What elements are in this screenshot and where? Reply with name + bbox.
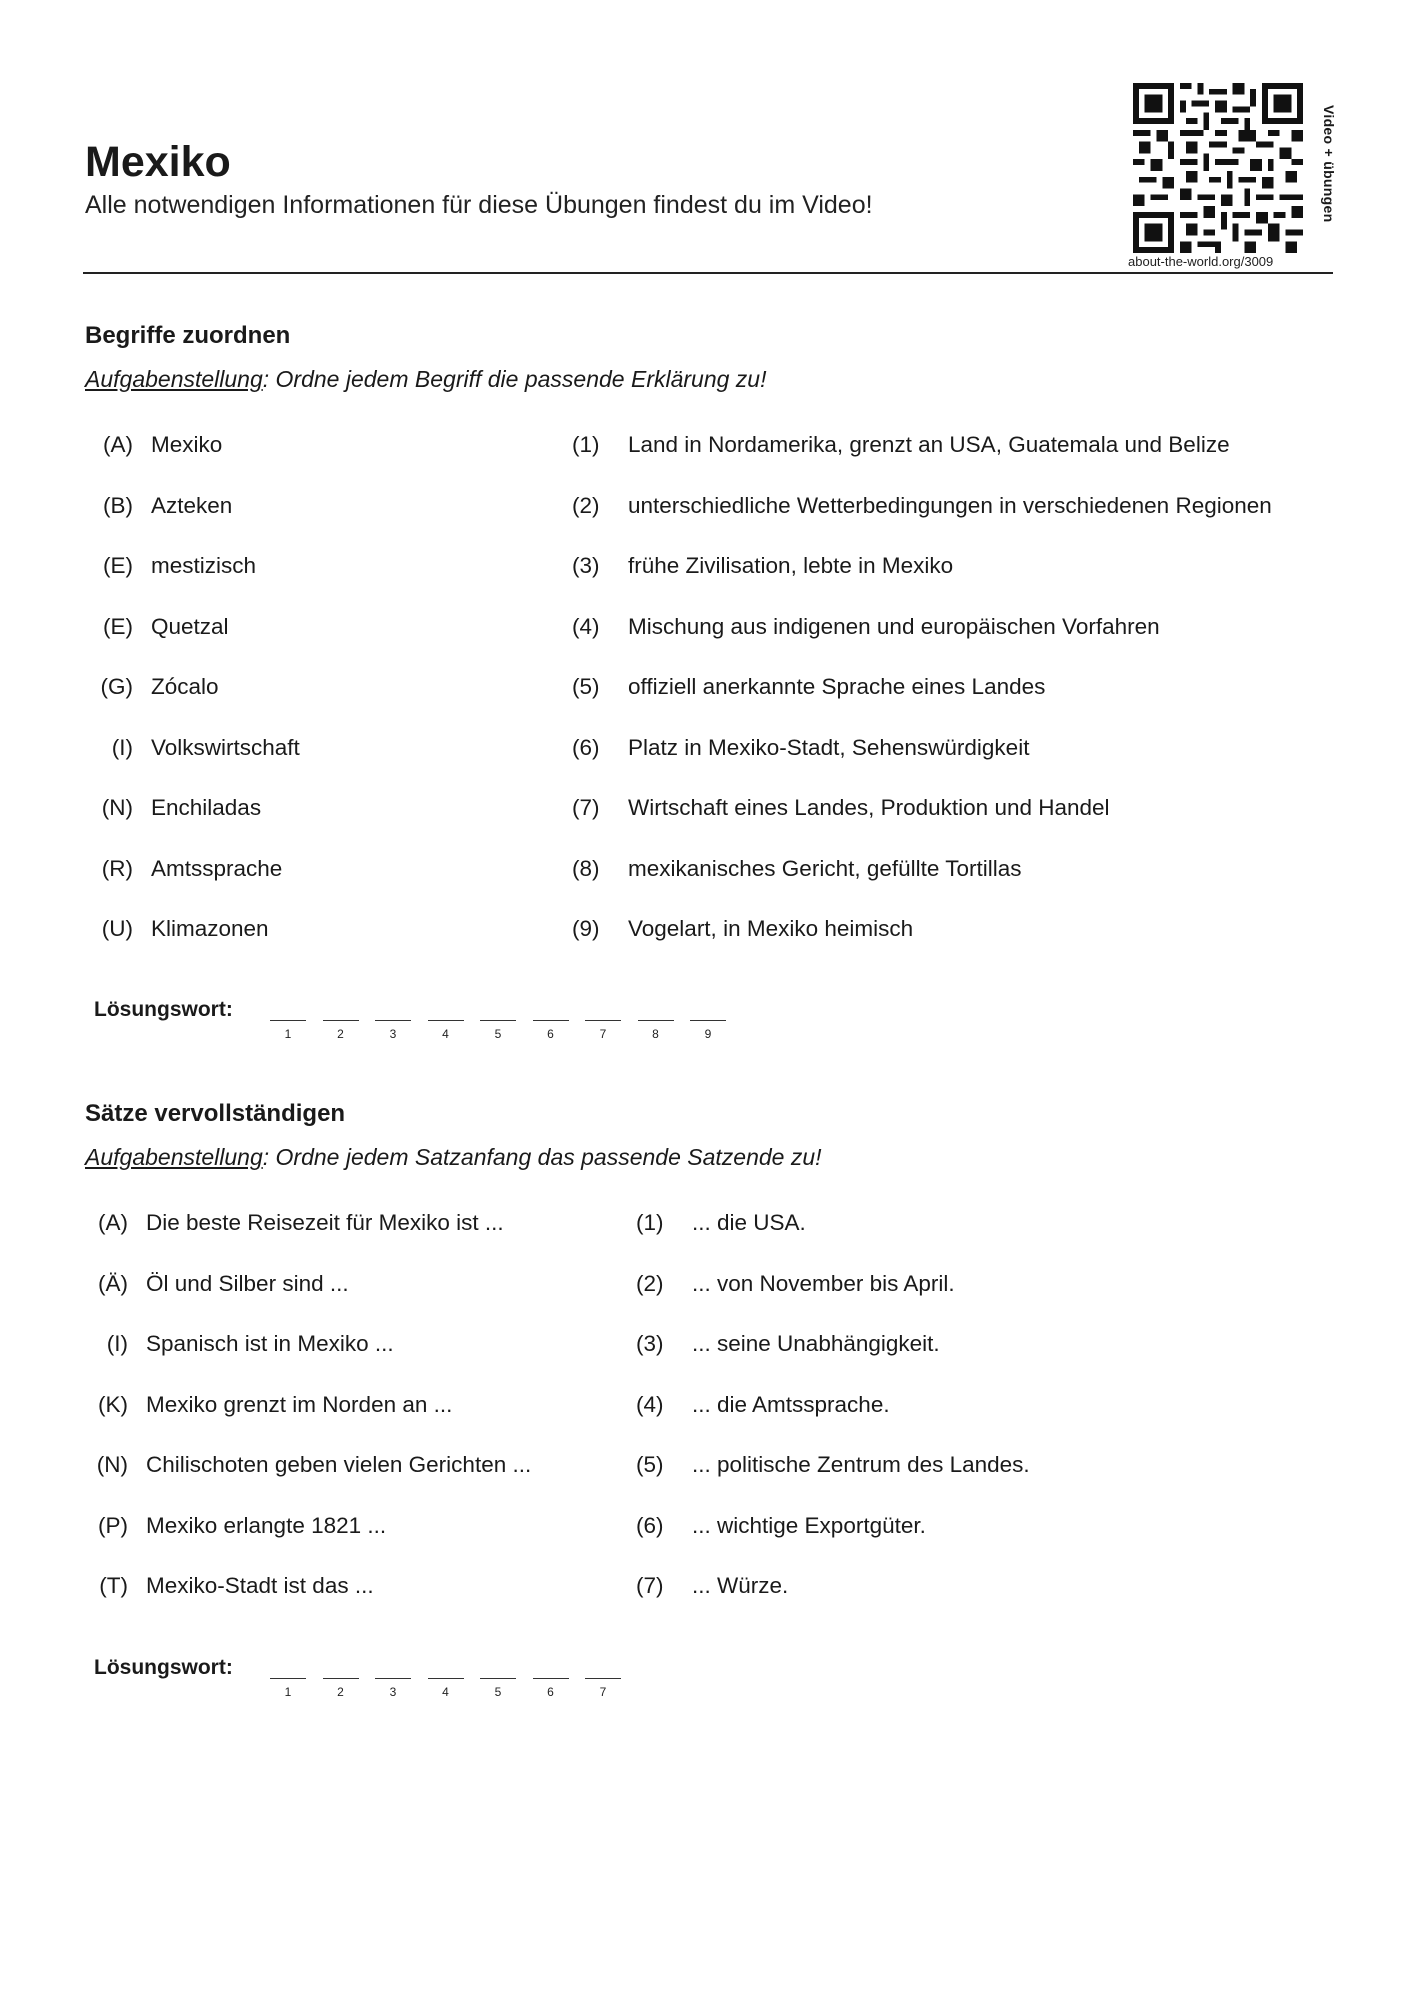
sentence-start-item-text: Chilischoten geben vielen Gerichten ... xyxy=(146,1452,532,1477)
definition-item-text: frühe Zivilisation, lebte in Mexiko xyxy=(628,553,954,578)
section2-solution-number: 3 xyxy=(389,1685,397,1699)
term-item-text: mestizisch xyxy=(151,553,257,578)
term-item xyxy=(85,553,256,579)
definition-item-marker: (9) xyxy=(572,916,600,941)
section1-title: Begriffe zuordnen xyxy=(85,322,291,349)
sentence-start-item-text: Die beste Reisezeit für Mexiko ist ... xyxy=(146,1210,504,1235)
section1-solution-blank[interactable] xyxy=(270,1020,306,1021)
section1-solution-number: 8 xyxy=(652,1027,659,1041)
sentence-ending-item-marker: (6) xyxy=(636,1512,664,1538)
section1-solution-label: Lösungswort: xyxy=(94,998,233,1021)
sentence-start-item-text: Spanisch ist in Mexiko ... xyxy=(146,1331,394,1356)
section2-solution-blank[interactable] xyxy=(428,1678,464,1679)
section1-solution-blank[interactable] xyxy=(585,1020,621,1021)
sentence-start-item xyxy=(85,1271,349,1297)
definition-item-marker: (5) xyxy=(572,674,600,699)
term-item-text: Volkswirtschaft xyxy=(151,734,300,760)
term-item-text: Mexiko xyxy=(151,432,223,457)
sentence-start-item-text: Mexiko erlangte 1821 ... xyxy=(146,1512,387,1538)
term-item-marker: (G) xyxy=(100,674,133,699)
term-item xyxy=(85,674,219,700)
sentence-ending-item-marker: (3) xyxy=(636,1331,664,1356)
section2-solution-number: 6 xyxy=(547,1685,554,1699)
section2-solution-blank[interactable] xyxy=(270,1678,306,1679)
sentence-start-item xyxy=(85,1331,394,1357)
section2-solution-number: 1 xyxy=(284,1685,292,1699)
sentence-start-item-marker: (K) xyxy=(98,1391,128,1417)
sentence-ending-item xyxy=(636,1392,890,1418)
term-item-text: Quetzal xyxy=(151,613,229,639)
definition-item-marker: (6) xyxy=(572,734,600,760)
definition-item xyxy=(572,553,953,579)
term-item-text: Klimazonen xyxy=(151,916,269,941)
sentence-start-item xyxy=(85,1210,504,1236)
instruction-text: : Ordne jedem Satzanfang das passende Satzende zu! xyxy=(262,1144,822,1170)
sentence-start-item-marker: (P) xyxy=(98,1512,128,1538)
sentence-start-item-marker: (I) xyxy=(106,1331,128,1356)
sentence-ending-item-text: ... die Amtssprache. xyxy=(692,1391,890,1417)
definition-item xyxy=(572,856,1022,882)
header-divider xyxy=(83,272,1333,274)
definition-item-marker: (4) xyxy=(572,613,600,639)
instruction-label: Aufgabenstellung xyxy=(85,1144,263,1170)
sentence-ending-item xyxy=(636,1271,955,1297)
definition-item-marker: (3) xyxy=(572,553,600,578)
section2-title: Sätze vervollständigen xyxy=(85,1100,346,1127)
definition-item-marker: (2) xyxy=(572,492,600,518)
sentence-ending-item xyxy=(636,1513,926,1539)
sentence-ending-item-text: ... von November bis April. xyxy=(692,1270,955,1296)
section1-solution-number: 5 xyxy=(494,1027,502,1041)
instruction-label: Aufgabenstellung xyxy=(85,366,263,392)
term-item-marker: (N) xyxy=(101,795,133,820)
sentence-start-item xyxy=(85,1392,452,1418)
term-item-marker: (E) xyxy=(103,553,133,578)
definition-item-marker: (7) xyxy=(572,795,600,820)
section1-solution-number: 1 xyxy=(284,1027,292,1041)
term-item-marker: (R) xyxy=(101,855,133,881)
section2-solution-blank[interactable] xyxy=(480,1678,516,1679)
term-item xyxy=(85,735,300,761)
definition-item xyxy=(572,916,913,942)
term-item-text: Enchiladas xyxy=(151,795,262,820)
term-item-text: Azteken xyxy=(151,492,233,518)
definition-item xyxy=(572,674,1045,700)
term-item-text: Amtssprache xyxy=(151,855,283,881)
term-item-marker: (U) xyxy=(101,916,133,941)
definition-item-text: Mischung aus indigenen und europäischen Vorfahren xyxy=(628,613,1160,639)
page-subtitle: Alle notwendigen Informationen für diese Übungen findest du im Video! xyxy=(85,191,873,219)
section1-solution-blank[interactable] xyxy=(480,1020,516,1021)
section1-solution-blank[interactable] xyxy=(428,1020,464,1021)
section2-solution-blank[interactable] xyxy=(375,1678,411,1679)
term-item-text: Zócalo xyxy=(151,674,219,699)
sentence-ending-item-marker: (4) xyxy=(636,1391,664,1417)
sentence-ending-item xyxy=(636,1210,806,1236)
sentence-start-item-marker: (A) xyxy=(98,1210,128,1235)
section1-solution-blank[interactable] xyxy=(638,1020,674,1021)
section1-solution-number: 6 xyxy=(547,1027,554,1041)
section1-solution-blank[interactable] xyxy=(375,1020,411,1021)
sentence-ending-item xyxy=(636,1331,940,1357)
sentence-ending-item xyxy=(636,1452,1030,1478)
sentence-start-item-marker: (T) xyxy=(99,1573,128,1598)
sentence-start-item xyxy=(85,1573,374,1599)
definition-item-marker: (8) xyxy=(572,855,600,881)
qr-side-label: Video + übungen xyxy=(1321,105,1337,223)
section2-solution-label: Lösungswort: xyxy=(94,1656,233,1679)
sentence-ending-item xyxy=(636,1573,788,1599)
term-item-marker: (B) xyxy=(103,492,133,518)
term-item-marker: (I) xyxy=(111,734,133,760)
section2-solution-blank[interactable] xyxy=(585,1678,621,1679)
sentence-start-item-text: Mexiko-Stadt ist das ... xyxy=(146,1573,374,1598)
section1-solution-number: 2 xyxy=(337,1027,344,1041)
page-title: Mexiko xyxy=(85,138,231,186)
definition-item xyxy=(572,735,1029,761)
instruction-text: : Ordne jedem Begriff die passende Erklärung zu! xyxy=(262,366,767,392)
term-item xyxy=(85,493,232,519)
section2-instruction xyxy=(85,1144,822,1171)
sentence-ending-item-marker: (2) xyxy=(636,1270,664,1296)
sentence-ending-item-text: ... Würze. xyxy=(692,1573,789,1598)
sentence-ending-item-marker: (5) xyxy=(636,1452,664,1477)
definition-item-marker: (1) xyxy=(572,432,600,457)
section1-solution-number: 7 xyxy=(599,1027,607,1041)
section1-solution-number: 3 xyxy=(389,1027,397,1041)
term-item xyxy=(85,795,261,821)
section2-solution-number: 2 xyxy=(337,1685,344,1699)
qr-url[interactable]: about-the-world.org/3009 xyxy=(1128,254,1274,269)
sentence-start-item-marker: (N) xyxy=(96,1452,128,1477)
definition-item-text: Land in Nordamerika, grenzt an USA, Guatemala und Belize xyxy=(628,432,1230,457)
sentence-ending-item-marker: (1) xyxy=(636,1210,664,1235)
qr-code-icon[interactable] xyxy=(1133,83,1303,253)
definition-item xyxy=(572,493,1272,519)
section1-solution-number: 9 xyxy=(704,1027,712,1041)
term-item-marker: (E) xyxy=(103,613,133,639)
definition-item-text: Platz in Mexiko-Stadt, Sehenswürdigkeit xyxy=(628,734,1030,760)
sentence-start-item-marker: (Ä) xyxy=(98,1270,128,1296)
sentence-ending-item-text: ... die USA. xyxy=(692,1210,806,1235)
sentence-ending-item-marker: (7) xyxy=(636,1573,664,1598)
sentence-ending-item-text: ... wichtige Exportgüter. xyxy=(692,1512,926,1538)
section2-solution-blank[interactable] xyxy=(323,1678,359,1679)
term-item xyxy=(85,432,222,458)
definition-item xyxy=(572,614,1160,640)
sentence-start-item xyxy=(85,1513,386,1539)
sentence-start-item-text: Mexiko grenzt im Norden an ... xyxy=(146,1391,453,1417)
section1-solution-number: 4 xyxy=(442,1027,449,1041)
section2-solution-blank[interactable] xyxy=(533,1678,569,1679)
definition-item-text: Vogelart, in Mexiko heimisch xyxy=(628,916,914,941)
sentence-start-item xyxy=(85,1452,531,1478)
term-item xyxy=(85,856,282,882)
section2-solution-number: 7 xyxy=(599,1685,607,1699)
definition-item xyxy=(572,795,1110,821)
term-item xyxy=(85,916,269,942)
term-item xyxy=(85,614,229,640)
definition-item-text: Wirtschaft eines Landes, Produktion und Handel xyxy=(628,795,1110,820)
sentence-ending-item-text: ... seine Unabhängigkeit. xyxy=(692,1331,940,1356)
definition-item-text: offiziell anerkannte Sprache eines Landes xyxy=(628,674,1046,699)
section1-solution-blank[interactable] xyxy=(690,1020,726,1021)
definition-item-text: mexikanisches Gericht, gefüllte Tortillas xyxy=(628,855,1022,881)
section2-solution-number: 4 xyxy=(442,1685,449,1699)
section1-instruction xyxy=(85,366,767,393)
definition-item-text: unterschiedliche Wetterbedingungen in verschiedenen Regionen xyxy=(628,492,1272,518)
term-item-marker: (A) xyxy=(103,432,133,457)
definition-item xyxy=(572,432,1230,458)
section2-solution-number: 5 xyxy=(494,1685,502,1699)
sentence-ending-item-text: ... politische Zentrum des Landes. xyxy=(692,1452,1030,1477)
section1-solution-blank[interactable] xyxy=(533,1020,569,1021)
section1-solution-blank[interactable] xyxy=(323,1020,359,1021)
sentence-start-item-text: Öl und Silber sind ... xyxy=(146,1270,349,1296)
